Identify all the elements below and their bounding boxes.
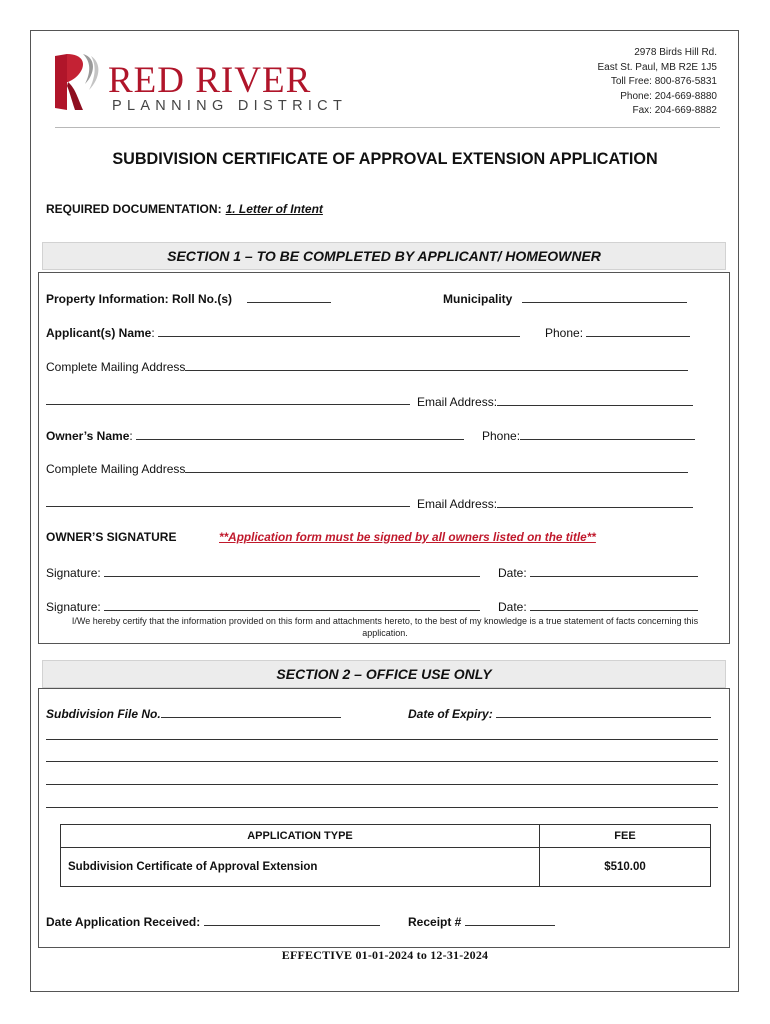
section2-box (38, 688, 730, 948)
signature-label: Signature: (46, 566, 101, 580)
office-notes-line[interactable] (46, 807, 718, 808)
applicant-mailing-line[interactable] (185, 359, 688, 371)
mailing-label: Complete Mailing Address (46, 360, 186, 374)
expiry-line[interactable] (496, 706, 711, 718)
date-label: Date: (498, 600, 527, 614)
address-line: 2978 Birds Hill Rd. (634, 47, 717, 58)
signature-line-2[interactable] (104, 599, 480, 611)
office-notes-line[interactable] (46, 739, 718, 740)
applicant-name-field[interactable]: Applicant(s) Name: (46, 325, 520, 340)
document-title: SUBDIVISION CERTIFICATE OF APPROVAL EXTENSION APPLICATION (112, 150, 658, 168)
signature-line-1[interactable] (104, 565, 480, 577)
date-label: Date: (498, 566, 527, 580)
subdivision-file-field[interactable] (46, 706, 341, 721)
date-field-1[interactable] (498, 565, 698, 580)
expiry-date-field[interactable]: Date of Expiry: (408, 706, 711, 721)
signature-field-2[interactable] (46, 599, 480, 614)
owner-phone-field[interactable] (482, 428, 695, 443)
applicant-email-field[interactable] (417, 394, 693, 409)
owner-phone-line[interactable] (520, 428, 695, 440)
owner-name-line[interactable] (136, 428, 464, 440)
org-name: RED RIVER (108, 60, 312, 101)
address-line: Fax: 204-669-8882 (632, 105, 717, 117)
receipt-label: Receipt # (408, 915, 462, 929)
phone-label: Phone: (482, 429, 521, 443)
owner-email-line[interactable] (497, 496, 693, 508)
date-line-2[interactable] (530, 599, 698, 611)
office-notes-line[interactable] (46, 761, 718, 762)
table-header-row (61, 825, 711, 848)
applicant-mailing-field[interactable] (46, 359, 688, 374)
roll-no-line[interactable] (247, 291, 331, 303)
org-subtitle: PLANNING DISTRICT (112, 98, 348, 114)
owner-email-field[interactable] (417, 496, 693, 511)
mailing-label: Complete Mailing Address (46, 462, 186, 476)
applicant-mailing-line-2[interactable] (46, 404, 410, 405)
address-line: Toll Free: 800-876-5831 (610, 76, 717, 88)
owner-name-field[interactable]: Owner’s Name: (46, 428, 464, 443)
required-doc-value: 1. Letter of Intent (225, 202, 323, 216)
header-divider (55, 127, 720, 128)
file-no-line[interactable] (161, 706, 341, 718)
effective-dates: EFFECTIVE 01-01-2024 to 12-31-2024 (281, 948, 489, 962)
table-row (61, 848, 711, 887)
application-type-table (60, 824, 711, 887)
phone-label: Phone: (545, 326, 584, 340)
roll-no-label: Property Information: Roll No.(s) (46, 292, 232, 306)
address-block (598, 46, 718, 119)
applicant-phone-line[interactable] (586, 325, 690, 337)
address-line: Phone: 204-669-8880 (620, 90, 717, 102)
owner-name-label: Owner’s Name (46, 429, 130, 443)
signature-notice: **Application form must be signed by all owners listed on the title** (219, 530, 596, 544)
receipt-field[interactable] (408, 914, 555, 929)
applicant-phone-field[interactable] (545, 325, 690, 340)
certification-statement: I/We hereby certify that the information provided on this form and attachments hereto, to the best of my knowledge is a true statement of facts concerning this application. (71, 616, 699, 638)
date-received-field[interactable] (46, 914, 380, 929)
required-documentation: REQUIRED DOCUMENTATION: 1. Letter of Intent (46, 202, 323, 216)
email-label: Email Address: (417, 395, 498, 409)
applicant-email-line[interactable] (497, 394, 693, 406)
municipality-line[interactable] (522, 291, 687, 303)
required-doc-label: REQUIRED DOCUMENTATION (46, 202, 218, 216)
owner-mailing-line[interactable] (185, 461, 688, 473)
signature-field-1[interactable] (46, 565, 480, 580)
expiry-label: Date of Expiry (408, 707, 489, 721)
roll-no-field[interactable] (46, 291, 331, 306)
email-label: Email Address: (417, 497, 498, 511)
section2-heading: SECTION 2 – OFFICE USE ONLY (42, 660, 726, 688)
owner-mailing-field[interactable] (46, 461, 688, 476)
owner-mailing-line-2[interactable] (46, 506, 410, 507)
address-line: East St. Paul, MB R2E 1J5 (597, 61, 717, 73)
date-field-2[interactable] (498, 599, 698, 614)
signature-label: Signature: (46, 600, 101, 614)
fee-cell: $510.00 (540, 848, 711, 887)
date-received-label: Date Application Received: (46, 915, 201, 929)
applicant-name-line[interactable] (158, 325, 520, 337)
fee-header: FEE (540, 825, 711, 848)
receipt-line[interactable] (465, 914, 555, 926)
application-type-header: APPLICATION TYPE (61, 825, 540, 848)
applicant-name-label: Applicant(s) Name (46, 326, 152, 340)
date-received-line[interactable] (204, 914, 380, 926)
section1-heading: SECTION 1 – TO BE COMPLETED BY APPLICANT/ HOMEOWNER (42, 242, 726, 270)
owner-signature-heading: OWNER’S SIGNATURE (46, 530, 177, 544)
municipality-label: Municipality (443, 292, 513, 306)
file-no-label: Subdivision File No. (46, 707, 161, 721)
red-river-logo-icon (53, 50, 101, 114)
application-type-cell: Subdivision Certificate of Approval Extension (61, 848, 540, 887)
office-notes-line[interactable] (46, 784, 718, 785)
date-line-1[interactable] (530, 565, 698, 577)
municipality-field[interactable] (443, 291, 687, 306)
